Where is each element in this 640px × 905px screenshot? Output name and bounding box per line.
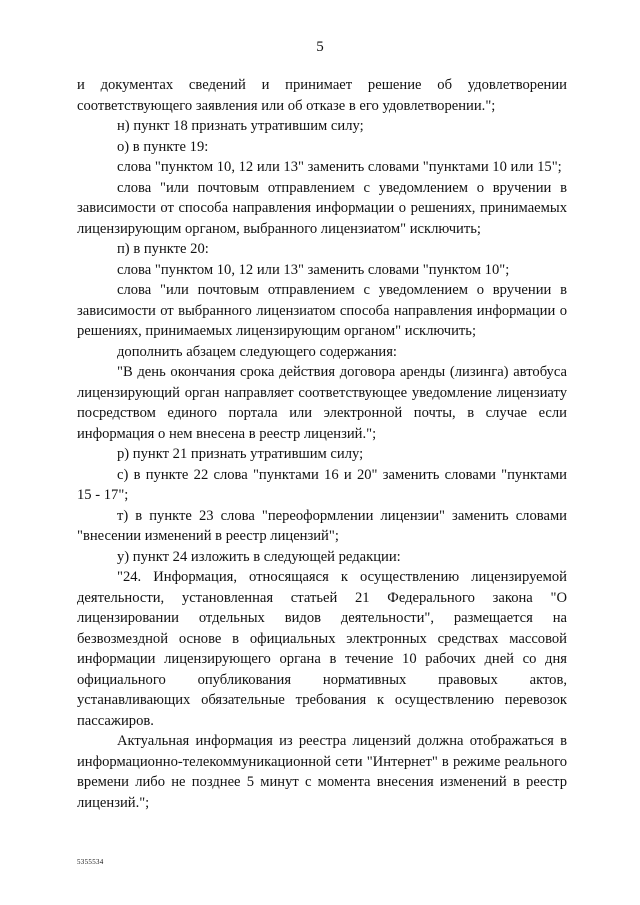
paragraph: слова "или почтовым отправлением с уведомлением о вручении в зависимости от выбранного лицензиатом способа направления информации о решениях, принимаемых лицензирующим органом" исключить; [77, 282, 567, 339]
paragraph: о) в пункте 19: [117, 138, 209, 155]
paragraph: "24. Информация, относящаяся к осуществлению лицензируемой деятельности, установленная статьей 21 Федерального закона "О лицензировании отдельных видов деятельности", размещается на безвозмездной основе в официальных электронных средствах массовой информации лицензирующего органа в течение 10 рабочих дней со дня официального опубликования нормативных правовых актов, устанавливающих обязательные требования к осуществлению перевозок пассажиров. [77, 569, 567, 729]
paragraph: у) пункт 24 изложить в следующей редакции: [117, 548, 401, 565]
paragraph: р) пункт 21 признать утратившим силу; [117, 446, 364, 462]
paragraph: "В день окончания срока действия договора аренды (лизинга) автобуса лицензирующий орган направляет соответствующее уведомление лицензиату посредством единого портала или электронной почты, в случае если информация о нем внесена в реестр лицензий."; [77, 364, 567, 442]
paragraph: п) в пункте 20: [117, 241, 209, 257]
paragraph: слова "или почтовым отправлением с уведомлением о вручении в зависимости от способа направления информации о решениях, принимаемых лицензирующим органом, выбранного лицензиатом" исключить; [77, 179, 567, 237]
document-code: 5355534 [77, 858, 104, 866]
paragraph: слова "пунктом 10, 12 или 13" заменить словами "пунктами 10 или 15"; [117, 159, 562, 175]
page-number: 5 [316, 39, 324, 55]
paragraph: н) пункт 18 признать утратившим силу; [117, 118, 364, 134]
paragraph: Актуальная информация из реестра лицензий должна отображаться в информационно-телекоммуникационной сети "Интернет" в режиме реального времени либо не позднее 5 минут с момента внесения изменений в реестр лицензий."; [77, 733, 567, 811]
document-body [77, 75, 567, 813]
paragraph: с) в пункте 22 слова "пунктами 16 и 20" заменить словами "пунктами 15 - 17"; [77, 466, 567, 503]
paragraph: т) в пункте 23 слова "переоформлении лицензии" заменить словами "внесении изменений в реестр лицензий"; [77, 507, 567, 544]
paragraph: и документах сведений и принимает решение об удовлетворении соответствующего заявления или об отказе в его удовлетворении."; [77, 77, 567, 114]
paragraph: слова "пунктом 10, 12 или 13" заменить словами "пунктом 10"; [117, 261, 510, 278]
paragraph: дополнить абзацем следующего содержания: [117, 343, 397, 360]
